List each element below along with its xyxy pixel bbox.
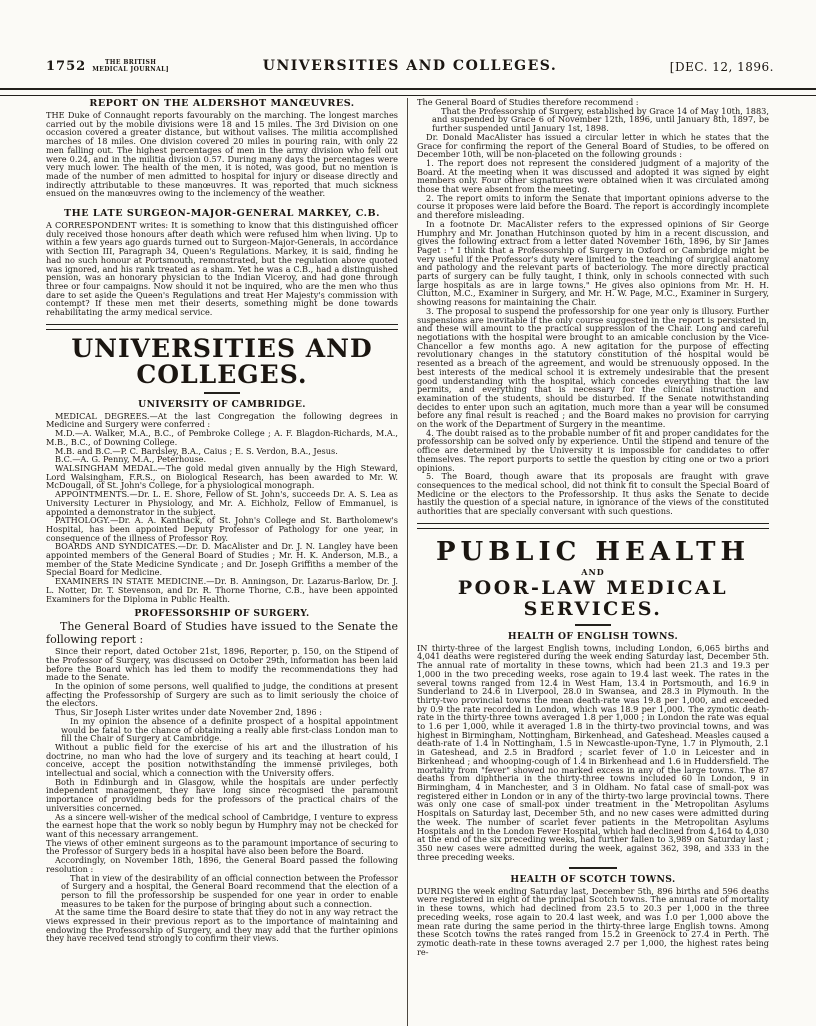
paragraph: The views of other eminent surgeons as to the paramount importance of securing to the Professor of Surgery beds in a hospital have also been before the Board. (46, 837, 398, 857)
section-divider-rule (46, 324, 398, 330)
surgery-lead: The General Board of Studies have issued to the Senate the following report : (46, 620, 398, 646)
text-columns (46, 98, 774, 1026)
resolution-quote: That in view of the desirability of an official connection between the Professor of Surgery and a hospital, the General Board recommend that the election of a person to fill the professorship be suspended for one year in order to enable measures to be taken for the purpose of bringing about such a connection. (61, 872, 398, 909)
heading-rule (575, 624, 611, 626)
paragraph: BOARDS AND SYNDICATES.—Dr. D. MacAlister and Dr. J. N. Langley have been appointed members of the General Board of Studies ; Mr. H. K. Anderson, M.B., a member of the State Medicine Syndicate ; and Dr. Joseph Griffiths a member of the Special Board for Medicine. (46, 541, 398, 578)
paragraph: APPOINTMENTS.—Dr. L. E. Shore, Fellow of St. John's, succeeds Dr. A. S. Lea as University Lecturer in Physiology, and Mr. A. Eichholz, Fellow of Emmanuel, is appointed a demonstrator in the subject. (46, 489, 398, 517)
public-health-and: AND (581, 566, 605, 577)
header-rule (0, 88, 816, 96)
paragraph: Thus, Sir Joseph Lister writes under date November 2nd, 1896 : (55, 707, 322, 718)
paragraph: Accordingly, on November 18th, 1896, the General Board passed the following resolution : (46, 855, 398, 874)
aldershot-heading: REPORT ON THE ALDERSHOT MANŒUVRES. (89, 98, 355, 109)
recommendation-quote: That the Professorship of Surgery, established by Grace 14 of May 10th, 1883, and suspended by Grace 6 of November 12th, 1896, until January 8th, 1897, be further suspended until January 1st, 1898. (432, 105, 769, 134)
paragraph: The General Board of Studies therefore recommend : (417, 97, 639, 107)
paragraph: Since their report, dated October 21st, 1896, Reporter, p. 150, on the Stipend of the Professor of Surgery, was discussed on October 29th, information has been laid before the Board which has led them to modify the recommendations they had made to the Senate. (46, 646, 398, 683)
paragraph: 4. The doubt raised as to the probable number of fit and proper candidates for the professorship can be solved only by experience. Until the stipend and tenure of the office are determined by the University it is impossible for candidates to offer themselves. The report purports to settle the question by citing one or two a priori opinions. (417, 427, 769, 473)
paragraph: Dr. Donald MacAlister has issued a circular letter in which he states that the Grace for confirming the report of the General Board of Studies, to be offered on December 10th, will be non-placeted on the following grounds : (417, 131, 769, 160)
surgery-heading: PROFESSORSHIP OF SURGERY. (134, 608, 310, 620)
paragraph: In a footnote Dr. MacAlister refers to the expressed opinions of Sir George Humphry and Mr. Jonathan Hutchinson quoted by him in a recent discussion, and gives the following extract from a letter dated November 16th, 1896, by Sir James Paget : " I think that a Professorship of Surgery in Oxford or Cambridge might be very useful if the Professor's duty were limited to the teaching of surgical anatomy and pathology and the relevant parts of bacteriology. The more directly practical parts of surgery can be fully taught, I think, only in schools connected with such large hospitals as are in large towns." He gives also opinions from Mr. H. H. Clutton, M.C., Examiner in Surgery, and Mr. H. W. Page, M.C., Examiner in Surgery, showing reasons for maintaining the Chair. (417, 218, 769, 308)
paragraph: At the same time the Board desire to state that they do not in any way retract the views expressed in their previous report as to the importance of maintaining and endowing the Professorship of Surgery, and they may add that the further opinions they have received tend strongly to confirm their views. (46, 907, 398, 944)
scotch-towns-body: DURING the week ending Saturday last, December 5th, 896 births and 596 deaths were registered in eight of the principal Scotch towns. The annual rate of mortality in these towns, which had declined from 23.5 to 20.3 per 1,000 in the three preceding weeks, rose again to 20.4 last week, and was 1.0 per 1,000 above the mean rate during the same period in the thirty-three large English towns. Among these Scotch towns the rates ranged from 15.2 in Greenock to 27.4 in Perth. The zymotic death-rate in these towns averaged 2.7 per 1,000, the highest rates being re- (417, 885, 769, 957)
paragraph: MEDICAL DEGREES.—At the last Congregation the following degrees in Medicine and Surgery were conferred : (46, 410, 398, 430)
article-divider-rule (569, 867, 617, 868)
header-left (46, 59, 216, 74)
paragraph: As a sincere well-wisher of the medical school of Cambridge, I venture to express the earnest hope that the work so nobly begun by Humphry may not be checked for want of this necessary arrangement. (46, 811, 398, 839)
aldershot-body: THE Duke of Connaught reports favourably on the marching. The longest marches carried out by the mobile divisions were 18 and 15 miles. The 3rd Division on one occasion covered a greater distance, but without valises. The militia accomplished marches of 18 miles. One division covered 20 miles in pouring rain, with only 22 men falling out. The highest percentages of men in the army division who fell out were 0.24, and in the militia division 0.57. During many days the percentages were very much lower. The health of the men, it is noted, was good, but no mention is made of the number of men admitted to hospital for injury or disease directly and indirectly attributable to these manœuvres. It was reported that much sickness ensued on the manœuvres owing to the inclemency of the weather. (46, 110, 398, 199)
scotch-towns-heading: HEALTH OF SCOTCH TOWNS. (510, 873, 676, 885)
paragraph: In the opinion of some persons, well qualified to judge, the conditions at present affecting the Professorship of Surgery are such as to limit seriously the choice of the electors. (46, 681, 398, 709)
running-title: UNIVERSITIES AND COLLEGES. (262, 58, 558, 74)
paragraph: Without a public field for the exercise of his art and the illustration of his doctrine, no man who had the love of surgery and its teaching at heart could, I conceive, accept the position notwithstanding the immense privileges, both intellectual and social, which a connection with the University offers. (46, 741, 398, 779)
page-header (46, 58, 774, 74)
paragraph: 1. The report does not represent the considered judgment of a majority of the Board. At the meeting when it was discussed and adopted it was signed by eight members only. Four other signatures were obtained when it was circulated among those that were absent from the meeting. (417, 157, 769, 195)
public-health-heading: PUBLIC HEALTH (435, 536, 751, 567)
markey-heading: THE LATE SURGEON-MAJOR-GENERAL MARKEY, C.B. (64, 208, 380, 220)
english-towns-heading: HEALTH OF ENGLISH TOWNS. (507, 630, 679, 642)
poor-law-heading: POOR-LAW MEDICAL SERVICES. (457, 576, 729, 620)
paragraph: M.B. and B.C.—P. C. Bardsley, B.A., Caius ; E. S. Verdon, B.A., Jesus. (55, 445, 338, 456)
right-column (417, 98, 769, 1026)
journal-name (92, 60, 169, 73)
universities-colleges-heading: UNIVERSITIES AND COLLEGES. (71, 333, 373, 389)
section-divider-rule (417, 523, 769, 529)
left-column (46, 98, 398, 1026)
paragraph: PATHOLOGY.—Dr. A. A. Kanthack, of St. John's College and St. Bartholomew's Hospital, has been appointed Deputy Professor of Pathology for one year, in consequence of the illness of Professor Roy. (46, 515, 398, 543)
paragraph: WALSINGHAM MEDAL.—The gold medal given annually by the High Steward, Lord Walsingham, F.R.S., on Biological Research, has been awarded to Mr. W. McDougall, of St. John's College, for a physiological monograph. (46, 462, 398, 491)
heading-rule (204, 392, 240, 394)
paragraph: M.D.—A. Walker, M.A., B.C., of Pembroke College ; A. F. Blagdon-Richards, M.A., M.B., B.C., of Downing College. (46, 428, 398, 447)
markey-body: A CORRESPONDENT writes: It is something to know that this distinguished officer duly received those honours after death which were refused him when living. Up to within a few years ago guards turned out to Surgeon-Major-Generals, in accordance with Section III, Paragraph 34, Queen's Regulations. Markey, it is said, finding he had no such honour at Portsmouth, remonstrated, but the regulation above quoted was ignored, and his rank treated as a sham. Yet he was a C.B., had a distinguished pension, was an honorary physician to the Indian Viceroy, and had gone through three or four campaigns. Now should it not be inquired, who are the men who thus dare to set aside the Queen's Regulations and treat Her Majesty's commission with contempt? If these men met their deserts, something might be done towards rehabilitating the army medical service. (46, 220, 398, 318)
lister-quote: In my opinion the absence of a definite prospect of a hospital appointment would be fatal to the chance of obtaining a really able first-class London man to fill the Chair of Surgery at Cambridge. (61, 715, 398, 744)
issue-date: [DEC. 12, 1896. (669, 60, 774, 74)
paragraph: 3. The proposal to suspend the professorship for one year only is illusory. Further suspensions are inevitable if the only course suggested in the report is persisted in, and these will amount to the practical suppression of the Chair. Long and careful negotiations with the hospital were brought to an amicable conclusion by the Vice-Chancellor a few months ago. A new agitation for the purpose of effecting revolutionary changes in the statutory constitution of the hospital would be resented as a breach of the agreement, and would be strenuously opposed. In the best interests of the medical school it is extremely undesirable that the present good understanding with the hospital, which concedes everything that the law permits, and everything that is necessary for the clinical instruction and examination of the students, should be disturbed. If the Senate notwithstanding decides to enter upon such an agitation, much more than a year will be consumed before any final result is reached ; and the Board makes no provision for carrying on the work of the Department of Surgery in the meantime. (417, 305, 769, 430)
journal-name-line2: MEDICAL JOURNAL] (92, 65, 170, 73)
english-towns-body: IN thirty-three of the largest English towns, including London, 6,065 births and 4,041 deaths were registered during the week ending Saturday last, December 5th. The annual rate of mortality in these towns, which had been 21.3 and 19.3 per 1,000 in the two preceding weeks, rose again to 19.4 last week. The rates in the several towns ranged from 12.4 in West Ham, 13.4 in Portsmouth, and 16.9 in Sunderland to 24.6 in Liverpool, 28.0 in Swansea, and 28.3 in Plymouth. In the thirty-two provincial towns the mean death-rate was 19.8 per 1,000, and exceeded by 0.9 the rate recorded in London, which was 18.9 per 1,000. The zymotic death-rate in the thirty-three towns averaged 1.8 per 1,000 ; in London the rate was equal to 1.6 per 1,000, while it averaged 1.8 in the thirty-two provincial towns, and was highest in Birmingham, Nottingham, Birkenhead, and Gateshead. Measles caused a death-rate of 1.4 in Nottingham, 1.5 in Newcastle-upon-Tyne, 1.7 in Plymouth, 2.1 in Gateshead, and 2.5 in Bradford ; scarlet fever of 1.0 in Leicester and in Birkenhead ; and whooping-cough of 1.4 in Birkenhead and 1.6 in Huddersfield. The mortality from "fever" showed no marked excess in any of the large towns. The 87 deaths from diphtheria in the thirty-three towns included 60 in London, 9 in Birmingham, 4 in Manchester, and 3 in Oldham. No fatal case of small-pox was registered either in London or in any of the thirty-two large provincial towns. There was only one case of small-pox under treatment in the Metropolitan Asylums Hospitals on Saturday last, December 5th, and no new cases were admitted during the week. The number of scarlet fever patients in the Metropolitan Asylums Hospitals and in the London Fever Hospital, which had declined from 4,164 to 4,030 at the end of the six preceding weeks, had further fallen to 3,989 on Saturday last ; 350 new cases were admitted during the week, against 362, 398, and 333 in the three preceding weeks. (417, 642, 769, 862)
page-number: 1752 (46, 59, 87, 74)
paragraph: EXAMINERS IN STATE MEDICINE.—Dr. B. Anningson, Dr. Lazarus-Barlow, Dr. J. L. Notter, Dr. T. Stevenson, and Dr. R. Thorne Thorne, C.B., have been appointed Examiners for the Diploma in Public Health. (46, 576, 398, 604)
paragraph: B.C.—A. G. Penny, M.A., Peterhouse. (55, 454, 207, 465)
paragraph: 5. The Board, though aware that its proposals are fraught with grave consequences to the medical school, did not think fit to consult the Special Board of Medicine or the electors to the Professorship. It thus asks the Senate to decide hastily the question of a special nature, in ignorance of the views of the constituted authorities that are specially conversant with such questions. (417, 471, 769, 517)
journal-name-line1: THE BRITISH (104, 59, 157, 66)
column-divider-rule (407, 98, 408, 1026)
paragraph: Both in Edinburgh and in Glasgow, while the hospitals are under perfectly independent management, they have long since recognised the paramount importance of providing beds for the professors of the practical chairs of the universities concerned. (46, 776, 398, 813)
paragraph: 2. The report omits to inform the Senate that important opinions adverse to the course it proposes were laid before the Board. The report is accordingly incomplete and therefore misleading. (417, 192, 769, 221)
cambridge-heading: UNIVERSITY OF CAMBRIDGE. (138, 398, 306, 410)
